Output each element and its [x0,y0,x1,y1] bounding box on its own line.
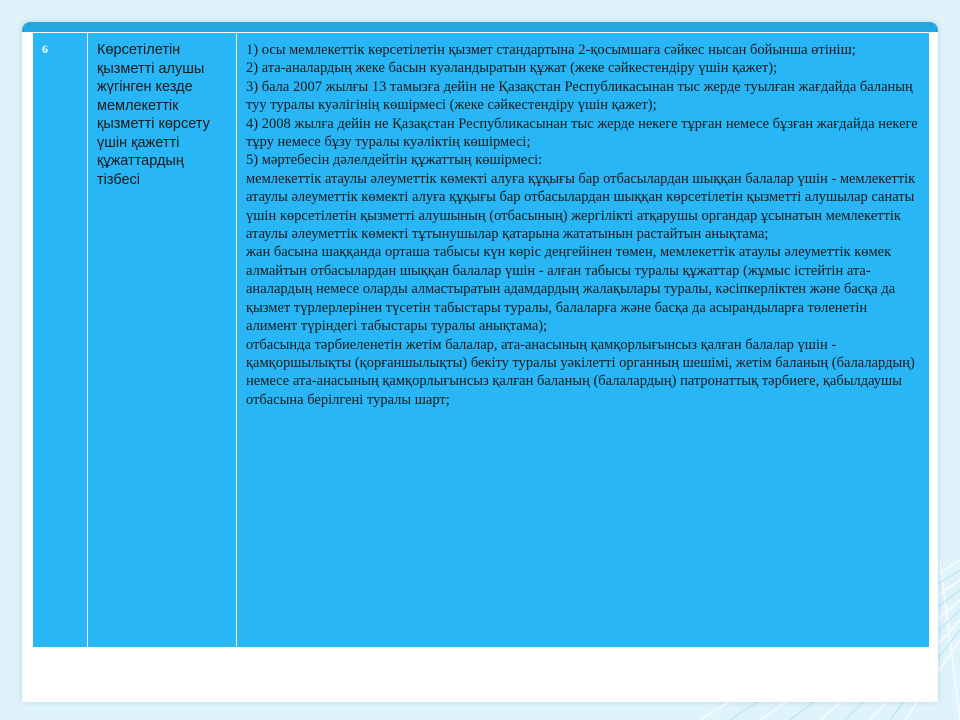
list-item: 4) 2008 жылға дейін не Қазақстан Республикасынан тыс жерде некеге тұрған немесе бұзған жағдайда некеге тұру немесе бұзу туралы куәліктің көшірмесі; [246,115,918,151]
row-number: 6 [42,42,48,56]
list-item: 1) осы мемлекеттік көрсетілетін қызмет стандартына 2-қосымшаға сәйкес нысан бойынша өтініш; [246,42,856,58]
row-number-cell [33,33,88,647]
slide-frame [22,22,938,702]
list-item: 3) бала 2007 жылғы 13 тамызға дейін не Қазақстан Республикасынан тыс жерде туылған жағдайда баланың туу туралы куәлігінің көшірмесі (жеке сәйкестендіру үшін қажет); [246,78,913,114]
list-item: 2) ата-аналардың жеке басын куәландыратын құжат (жеке сәйкестендіру үшін қажет); [246,60,778,77]
slide-top-bar [22,22,938,32]
document-table [32,32,930,648]
row-label-cell [88,33,237,647]
list-item: жан басына шаққанда орташа табысы күн көріс деңгейінен төмен, мемлекеттік атаулы әлеуметтік көмек алмайтын отбасылардан шыққан балалар үшін - алған табысы туралы құжаттар (жұмыс істейтін ата-аналардың немесе оларды алмастыратын адамдардың жалақылары туралы, кәсіпкерліктен және басқа да қызмет түрлерлерінен түсетін табыстары туралы, балаларға және басқа да асырандыларға төленетін алимент түріндегі табыстары туралы анықтама); [246,244,896,335]
list-item: мемлекеттік атаулы әлеуметтік көмекті алуға құқығы бар отбасылардан шыққан балалар үшін - мемлекеттік атаулы әлеуметтік көмекті алуға құқығы бар отбасылардан шыққан көрсетілетін қызметті алушылар санаты үшін көрсетілетін қызметті алушының (отбасының) жергілікті атқарушы органдар ұсынатын мемлекеттік атаулы әлеуметтік көмекті тұтынушылар қатарына жататынын растайтын анықтама; [246,170,916,243]
row-content-cell [237,33,929,647]
list-item: отбасында тәрбиеленетін жетім балалар, ата-анасының қамқорлығынсыз қалған балалар үшін - қамқоршылықты (қорғаншылықты) бекіту туралы уәкілетті органның шешімі, жетім баланың (балалардың) немесе ата-анасының қамқорлығынсыз қалған баланың (балалардың) патронаттық тәрбиеге, қабылдаушы отбасына берілгені туралы шарт; [246,336,915,408]
row-label: Көрсетілетін қызметті алушы жүгінген кезде мемлекеттік қызметті көрсету үшін қажетті құжаттардың тізбесі [97,42,210,188]
list-item: 5) мәртебесін дәлелдейтін құжаттың көшірмесі: [246,152,543,169]
